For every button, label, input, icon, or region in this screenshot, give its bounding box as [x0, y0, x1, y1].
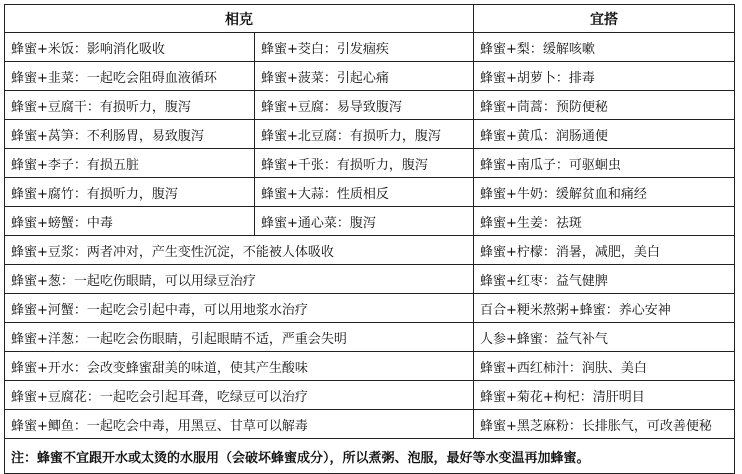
- table-row: [5, 236, 735, 265]
- conflict-cell: 蜂蜜+李子：有损五脏: [5, 149, 255, 178]
- header-conflict: 相克: [5, 5, 474, 33]
- suitable-cell: 蜂蜜+黑芝麻粉：长排胀气，可改善便秘: [474, 410, 735, 439]
- conflict-cell: 蜂蜜+菠菜：引起心痛: [255, 62, 474, 91]
- suitable-cell: 蜂蜜+菊花+枸杞：清肝明目: [474, 381, 735, 410]
- suitable-cell: 蜂蜜+牛奶：缓解贫血和痛经: [474, 178, 735, 207]
- header-suitable: 宜搭: [474, 5, 735, 33]
- conflict-cell: 蜂蜜+通心菜：腹泻: [255, 207, 474, 236]
- conflict-cell: 蜂蜜+螃蟹：中毒: [5, 207, 255, 236]
- suitable-cell: 百合+粳米熬粥+蜂蜜：养心安神: [474, 294, 735, 323]
- suitable-cell: 蜂蜜+生姜：祛斑: [474, 207, 735, 236]
- table-row: [5, 352, 735, 381]
- conflict-cell-wide: 蜂蜜+豆浆：两者冲对，产生变性沉淀，不能被人体吸收: [5, 236, 474, 265]
- suitable-cell: 蜂蜜+南瓜子：可驱蛔虫: [474, 149, 735, 178]
- conflict-cell: 蜂蜜+大蒜：性质相反: [255, 178, 474, 207]
- conflict-cell-wide: 蜂蜜+开水：会改变蜂蜜甜美的味道，使其产生酸味: [5, 352, 474, 381]
- table-row: [5, 381, 735, 410]
- conflict-cell-wide: 蜂蜜+洋葱：一起吃会伤眼睛，引起眼睛不适，严重会失明: [5, 323, 474, 352]
- conflict-cell-wide: 蜂蜜+河蟹：一起吃会引起中毒，可以用地浆水治疗: [5, 294, 474, 323]
- pairing-table: [4, 4, 735, 474]
- conflict-cell: 蜂蜜+千张：有损听力，腹泻: [255, 149, 474, 178]
- suitable-cell: 人参+蜂蜜：益气补气: [474, 323, 735, 352]
- table-row: [5, 207, 735, 236]
- table-row: [5, 33, 735, 62]
- suitable-cell: 蜂蜜+梨：缓解咳嗽: [474, 33, 735, 62]
- suitable-cell: 蜂蜜+西红柿汁：润肤、美白: [474, 352, 735, 381]
- conflict-cell-wide: 蜂蜜+豆腐花：一起吃会引起耳聋，吃绿豆可以治疗: [5, 381, 474, 410]
- table-row: [5, 294, 735, 323]
- table-row: [5, 265, 735, 294]
- suitable-cell: 蜂蜜+胡萝卜：排毒: [474, 62, 735, 91]
- suitable-cell: 蜂蜜+红枣：益气健脾: [474, 265, 735, 294]
- suitable-cell: 蜂蜜+柠檬：消暑，减肥，美白: [474, 236, 735, 265]
- header-row: [5, 5, 735, 33]
- suitable-cell: 蜂蜜+茼蒿：预防便秘: [474, 91, 735, 120]
- table-row: [5, 120, 735, 149]
- table-row: [5, 62, 735, 91]
- footnote: 注：蜂蜜不宜跟开水或太烫的水服用（会破坏蜂蜜成分），所以煮粥、泡服，最好等水变温再加蜂蜜。: [5, 439, 735, 474]
- table-row: [5, 323, 735, 352]
- conflict-cell: 蜂蜜+豆腐：易导致腹泻: [255, 91, 474, 120]
- note-row: [5, 439, 735, 474]
- conflict-cell: 蜂蜜+莴笋：不利肠胃，易致腹泻: [5, 120, 255, 149]
- conflict-cell: 蜂蜜+米饭：影响消化吸收: [5, 33, 255, 62]
- conflict-cell-wide: 蜂蜜+葱：一起吃伤眼睛，可以用绿豆治疗: [5, 265, 474, 294]
- conflict-cell: 蜂蜜+韭菜：一起吃会阻碍血液循环: [5, 62, 255, 91]
- suitable-cell: 蜂蜜+黄瓜：润肠通便: [474, 120, 735, 149]
- table-row: [5, 178, 735, 207]
- conflict-cell: 蜂蜜+腐竹：有损听力，腹泻: [5, 178, 255, 207]
- table-row: [5, 410, 735, 439]
- table-row: [5, 91, 735, 120]
- conflict-cell: 蜂蜜+豆腐干：有损听力，腹泻: [5, 91, 255, 120]
- conflict-cell: 蜂蜜+北豆腐：有损听力，腹泻: [255, 120, 474, 149]
- conflict-cell: 蜂蜜+茭白：引发痼疾: [255, 33, 474, 62]
- conflict-cell-wide: 蜂蜜+鲫鱼：一起吃会中毒，用黑豆、甘草可以解毒: [5, 410, 474, 439]
- table-row: [5, 149, 735, 178]
